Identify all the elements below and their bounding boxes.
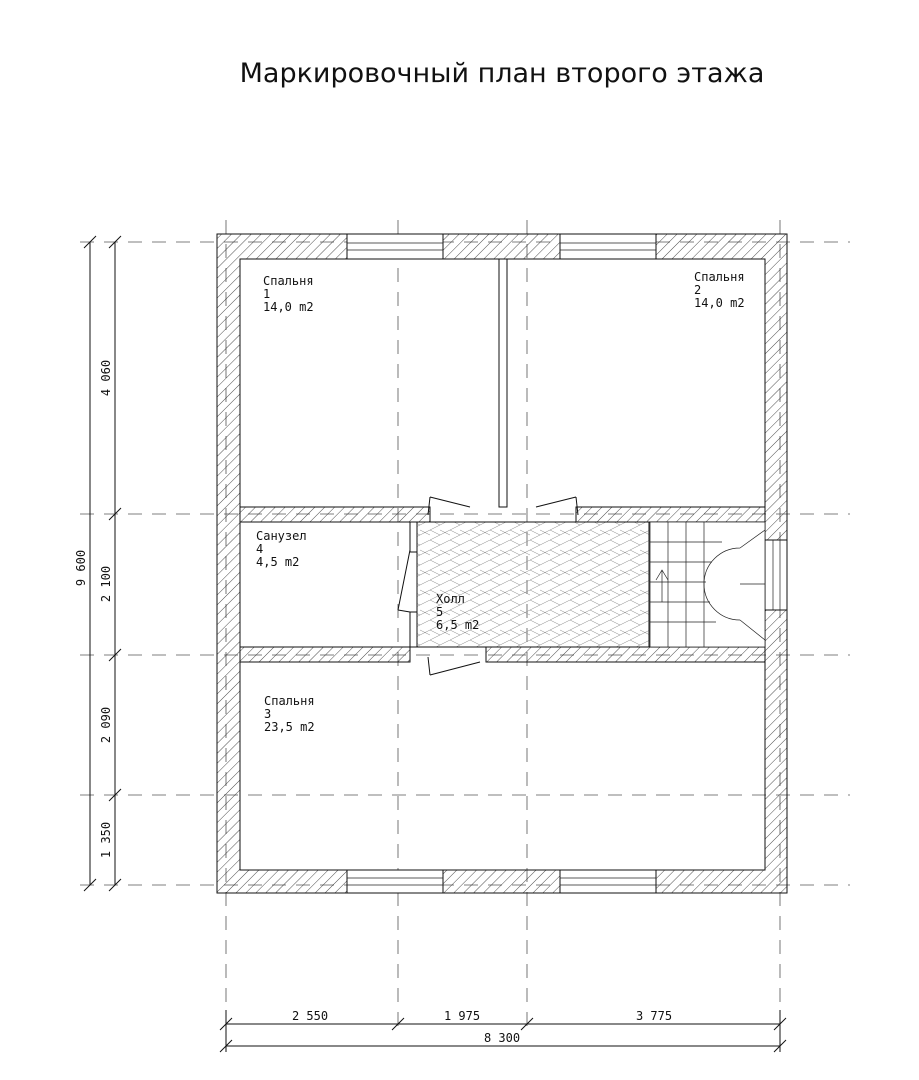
vertical-dimensions <box>74 236 121 891</box>
dim-v-2: 2 100 <box>99 565 113 603</box>
room-label-bedroom-2 <box>694 270 745 310</box>
svg-text:5: 5 <box>436 605 444 619</box>
svg-text:Спальня: Спальня <box>263 274 314 288</box>
dim-total-horizontal: 8 300 <box>483 1031 521 1045</box>
svg-text:23,5 m2: 23,5 m2 <box>264 720 315 734</box>
svg-text:Санузел: Санузел <box>256 529 307 543</box>
svg-text:Спальня: Спальня <box>694 270 745 284</box>
svg-text:14,0 m2: 14,0 m2 <box>263 300 314 314</box>
svg-text:Холл: Холл <box>436 592 465 606</box>
svg-text:2: 2 <box>694 283 702 297</box>
dim-total-vertical: 9 600 <box>74 549 88 587</box>
room-label-bedroom-1 <box>263 274 314 314</box>
dim-h-1: 2 550 <box>291 1009 329 1023</box>
horizontal-dimensions <box>220 1009 786 1052</box>
room-label-bathroom <box>256 529 307 569</box>
staircase <box>650 522 765 647</box>
svg-text:4: 4 <box>256 542 264 556</box>
dim-v-1: 4 060 <box>99 359 113 397</box>
svg-text:4,5 m2: 4,5 m2 <box>256 555 300 569</box>
dim-h-3: 3 775 <box>635 1009 673 1023</box>
dim-v-3: 2 090 <box>99 706 113 744</box>
dim-v-4: 1 350 <box>99 821 113 859</box>
svg-text:3: 3 <box>264 707 272 721</box>
svg-text:Спальня: Спальня <box>264 694 315 708</box>
dim-h-2: 1 975 <box>443 1009 481 1023</box>
svg-text:6,5 m2: 6,5 m2 <box>436 618 480 632</box>
svg-text:14,0 m2: 14,0 m2 <box>694 296 745 310</box>
plan-title: Маркировочный план второго этажа <box>239 58 765 89</box>
svg-text:1: 1 <box>263 287 271 301</box>
room-label-bedroom-3 <box>264 694 315 734</box>
